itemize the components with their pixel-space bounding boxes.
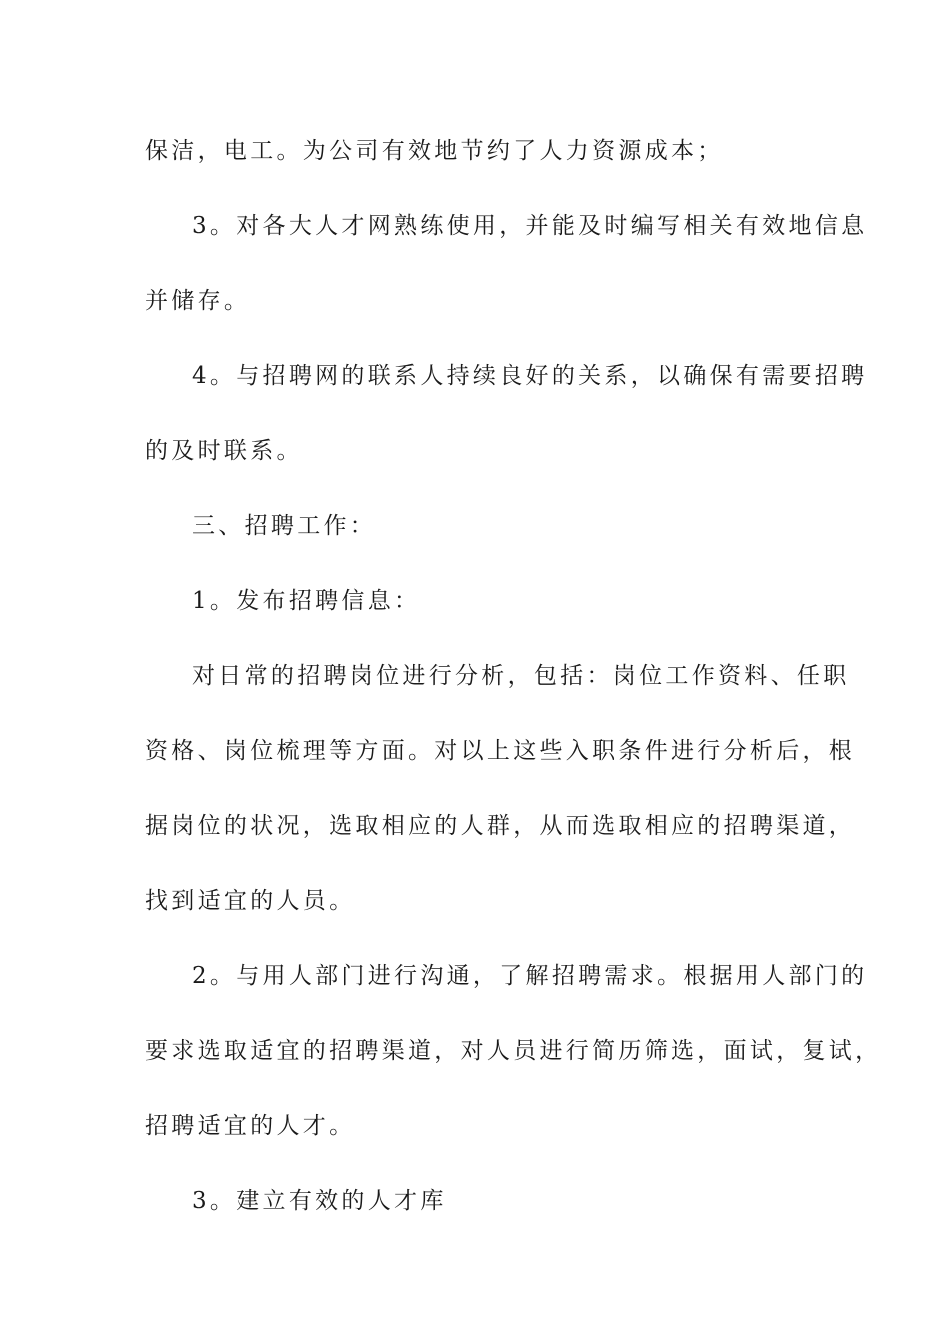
section-heading: 三、招聘工作： (192, 513, 377, 539)
text-line-10: 据岗位的状况，选取相应的人群，从而选取相应的招聘渠道， (145, 813, 856, 839)
text-line-12: 2。与用人部门进行沟通，了解招聘需求。根据用人部门的 (192, 963, 868, 989)
text-line-2: 3。对各大人才网熟练使用，并能及时编写相关有效地信息 (192, 213, 868, 239)
text-line-4: 4。与招聘网的联系人持续良好的关系，以确保有需要招聘 (192, 363, 868, 389)
text-line-3: 并储存。 (145, 288, 251, 314)
text-line-5: 的及时联系。 (145, 438, 303, 464)
text-line-14: 招聘适宜的人才。 (145, 1113, 356, 1139)
text-line-9: 资格、岗位梳理等方面。对以上这些入职条件进行分析后，根 (145, 738, 856, 764)
text-line-7: 1。发布招聘信息： (192, 588, 421, 614)
text-line-11: 找到适宜的人员。 (145, 888, 356, 914)
text-line-13: 要求选取适宜的招聘渠道，对人员进行简历筛选，面试，复试， (145, 1038, 882, 1064)
text-line-8: 对日常的招聘岗位进行分析，包括：岗位工作资料、任职 (192, 663, 850, 689)
text-line-15: 3。建立有效的人才库 (192, 1188, 447, 1214)
text-line-1: 保洁，电工。为公司有效地节约了人力资源成本； (145, 138, 724, 164)
